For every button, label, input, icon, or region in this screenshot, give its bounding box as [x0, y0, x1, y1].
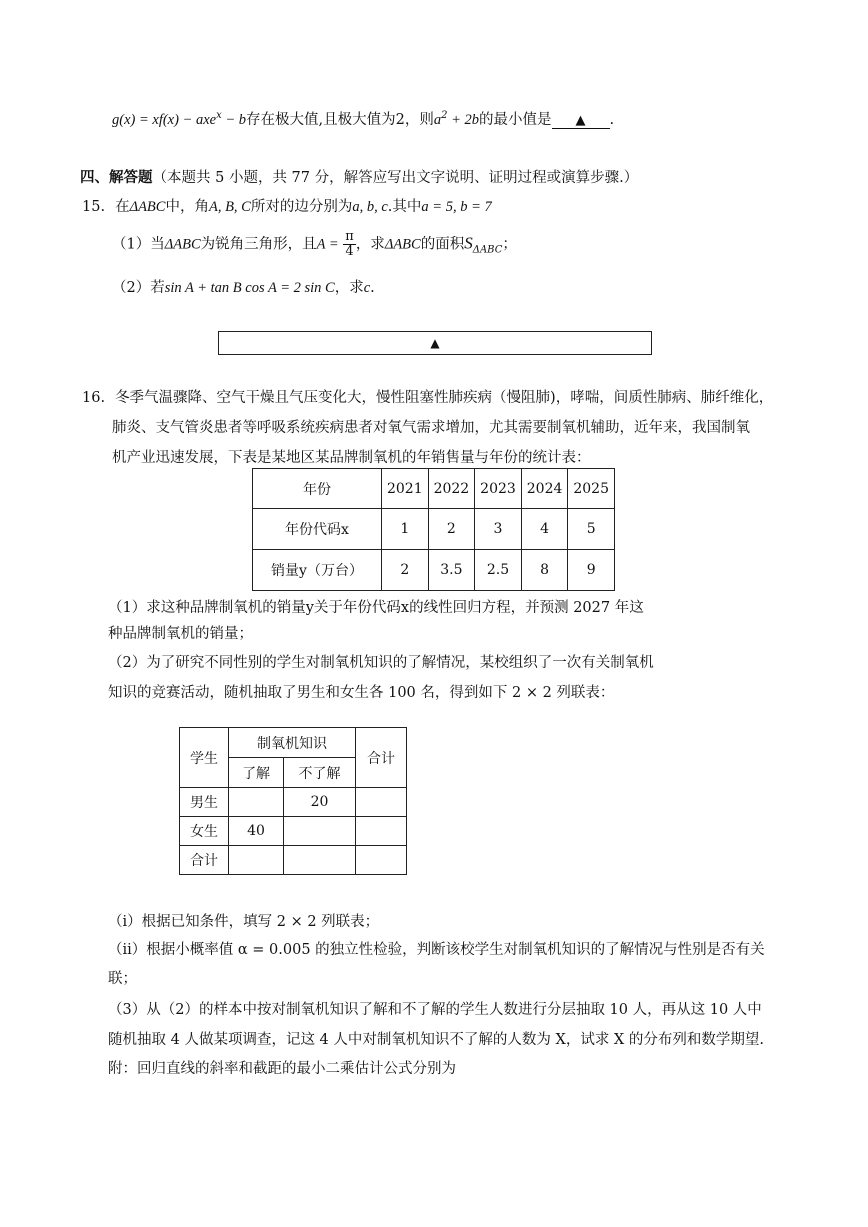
q16-line2: 肺炎、支气管炎患者等呼吸系统疾病患者对氧气需求增加，尤其需要制氧机辅助，近年来，我国制氧: [112, 420, 750, 436]
q14-tail-line: [112, 108, 614, 129]
table-row: [253, 509, 615, 550]
table-cell: 销量y（万台）: [253, 550, 382, 591]
table-cell: 3: [475, 509, 522, 550]
section-title: 四、解答题: [80, 169, 153, 186]
q15-p2-var: c: [363, 280, 371, 296]
table-cell: 3.5: [428, 550, 475, 591]
header-know: 了解: [229, 758, 284, 788]
sales-table: [252, 468, 615, 591]
q14-target-b: + 2b: [447, 112, 480, 128]
header-notknow: 不了解: [284, 758, 356, 788]
q15-angles: A, B, C: [208, 199, 251, 215]
q15-p1-angle: A =: [316, 236, 339, 253]
table-cell: 20: [284, 788, 356, 817]
q16-sub-i: （ⅰ）根据已知条件，填写 2 × 2 列联表；: [108, 914, 380, 930]
q16-part1-line1: （1）求这种品牌制氧机的销量y关于年份代码x的线性回归方程，并预测 2027 年这: [108, 600, 644, 616]
q15-p1-text: 为锐角三角形，且: [200, 236, 317, 253]
table-cell: 年份: [253, 469, 382, 509]
q15-p1-text: 的面积: [420, 236, 465, 253]
table-cell[interactable]: [229, 788, 284, 817]
q16-sub-ii-line1: （ⅱ）根据小概率值 α = 0.005 的独立性检验，判断该校学生对制氧机知识的了解情况与性别是否有关: [108, 942, 765, 958]
table-row: [253, 550, 615, 591]
q14-expr-sup: x: [216, 110, 222, 121]
table-cell: 2: [382, 550, 429, 591]
table-cell: 2021: [382, 469, 429, 509]
table-cell[interactable]: [284, 817, 356, 846]
table-cell: 女生: [180, 817, 229, 846]
header-total: 合计: [356, 728, 407, 788]
q16-part3-line1: （3）从（2）的样本中按对制氧机知识了解和不了解的学生人数进行分层抽取 10 人，再从这 10 人中: [108, 1002, 762, 1018]
q15-part1: [112, 230, 517, 259]
q15-text: 在: [115, 199, 130, 215]
q15-p1-area: S: [464, 233, 473, 253]
q14-expr: g(x) = xf(x) − axe: [112, 112, 217, 128]
table-row: [180, 846, 407, 875]
table-cell[interactable]: [356, 788, 407, 817]
q15-p1-text: （1）当: [112, 236, 165, 253]
q15-p2-equation: sin A + tan B cos A = 2 sin C: [164, 280, 335, 296]
table-cell: 9: [568, 550, 615, 591]
table-cell: 合计: [180, 846, 229, 875]
q15-p1-fraction: [343, 230, 356, 259]
table-cell[interactable]: [284, 846, 356, 875]
fraction-denominator: 4: [345, 244, 354, 259]
q16-part3-line2: 随机抽取 4 人做某项调查，记这 4 人中对制氧机知识不了解的人数为 X，试求 X 的分布列和数学期望.: [108, 1032, 764, 1048]
q14-text1: 存在极大值,且极大值为: [246, 112, 396, 128]
q15-sides: a, b, c: [352, 199, 388, 215]
q16-line1: [82, 386, 773, 407]
table-row: [180, 728, 407, 758]
table-cell: 2024: [521, 469, 568, 509]
table-cell: 8: [521, 550, 568, 591]
q15-stem: [82, 195, 492, 216]
contingency-table: [179, 727, 407, 875]
q16-text: 冬季气温骤降、空气干燥且气压变化大，慢性阻塞性肺疾病（慢阻肺)，哮喘，间质性肺病、肺纤维化，: [115, 390, 774, 406]
table-cell: 2023: [475, 469, 522, 509]
table-row: [180, 788, 407, 817]
q14-target-a: a: [433, 112, 442, 128]
fraction-numerator: π: [345, 229, 354, 244]
section-heading: [80, 166, 638, 187]
q14-answer-blank[interactable]: ▲: [552, 113, 610, 129]
table-cell[interactable]: [229, 846, 284, 875]
q14-text2: ，则: [404, 112, 434, 128]
q16-part2-line1: （2）为了研究不同性别的学生对制氧机知识的了解情况，某校组织了一次有关制氧机: [108, 655, 654, 671]
q15-number: 15.: [82, 199, 106, 215]
table-row: [253, 469, 615, 509]
q14-end: .: [609, 112, 615, 128]
q16-appendix: 附：回归直线的斜率和截距的最小二乘估计公式分别为: [108, 1061, 456, 1077]
table-cell[interactable]: [356, 817, 407, 846]
table-cell[interactable]: [356, 846, 407, 875]
q15-values: a = 5, b = 7: [421, 199, 492, 215]
q15-p1-triangle: ΔABC: [164, 236, 201, 253]
section-note: （本题共 5 小题，共 77 分，解答应写出文字说明、证明过程或演算步骤.）: [152, 170, 639, 186]
header-student: 学生: [180, 728, 229, 788]
q14-expr2: − b: [221, 112, 247, 128]
q16-number: 16.: [82, 390, 106, 406]
q15-text: 所对的边分别为: [250, 199, 353, 215]
q16-sub-ii-line2: 联；: [108, 971, 137, 987]
q15-p1-text: ；: [502, 236, 517, 253]
q16-part2-line2: 知识的竞赛活动，随机抽取了男生和女生各 100 名，得到如下 2 × 2 列联表：: [108, 685, 615, 701]
q15-text: 中，角: [165, 199, 209, 215]
q15-triangle: ΔABC: [129, 199, 166, 215]
table-cell: 2.5: [475, 550, 522, 591]
q15-p1-area-sub: ΔABC: [472, 244, 503, 256]
table-row: [180, 817, 407, 846]
q15-part2: [112, 276, 375, 297]
q16-part1-line2: 种品牌制氧机的销量；: [108, 626, 253, 642]
q15-p1-text: ，求: [355, 236, 385, 253]
table-cell: 1: [382, 509, 429, 550]
table-cell: 年份代码x: [253, 509, 382, 550]
table-cell: 5: [568, 509, 615, 550]
table-cell: 40: [229, 817, 284, 846]
header-knowledge: 制氧机知识: [229, 728, 356, 758]
q15-answer-box[interactable]: [218, 331, 652, 355]
q15-p2-text: （2）若: [112, 280, 165, 296]
table-cell: 2025: [568, 469, 615, 509]
table-cell: 4: [521, 509, 568, 550]
q14-text3: 的最小值是: [479, 112, 552, 128]
q14-num: 2: [395, 112, 405, 128]
q15-text: .其中: [387, 199, 422, 215]
table-cell: 2022: [428, 469, 475, 509]
q14-target-sup: 2: [441, 110, 448, 121]
table-cell: 2: [428, 509, 475, 550]
q15-p2-text: ，求: [334, 280, 364, 296]
table-cell: 男生: [180, 788, 229, 817]
answer-marker: ▲: [430, 336, 440, 350]
q16-line3: 机产业迅速发展，下表是某地区某品牌制氧机的年销售量与年份的统计表：: [112, 450, 591, 466]
q15-p2-text: .: [370, 280, 375, 296]
q15-p1-triangle: ΔABC: [384, 236, 421, 253]
